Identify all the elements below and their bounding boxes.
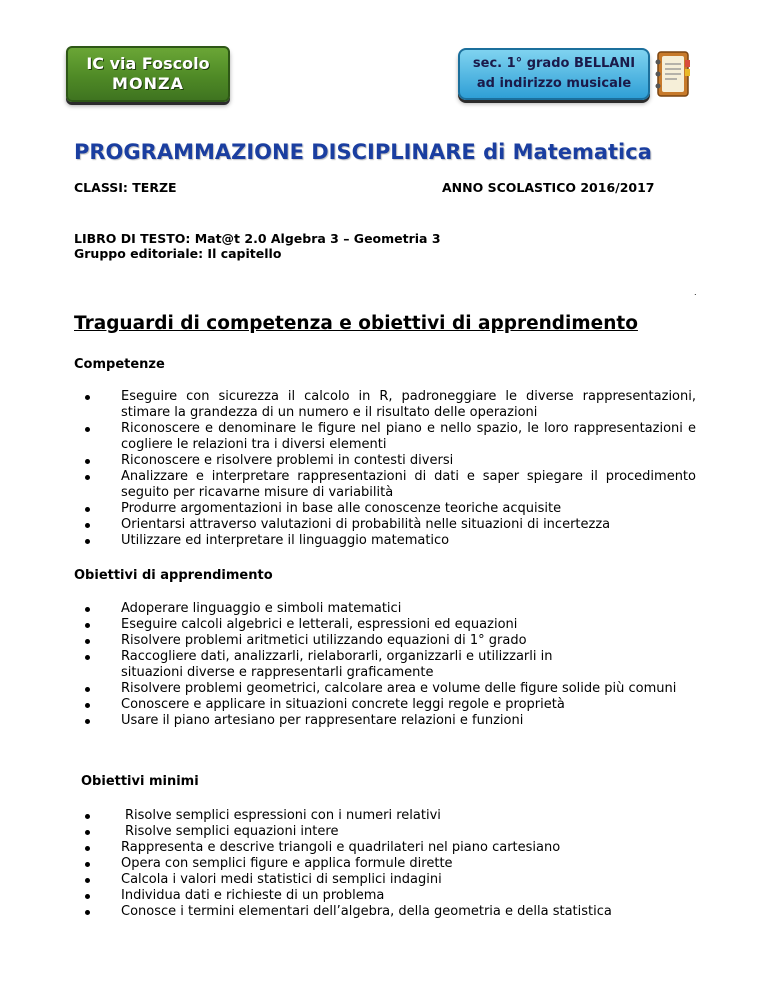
- traguardi-heading: Traguardi di competenza e obiettivi di apprendimento: [74, 313, 638, 334]
- competenze-heading: Competenze: [74, 357, 165, 372]
- school-logo-monza: [66, 46, 230, 102]
- list-item: Riconoscere e denominare le figure nel piano e nello spazio, le loro rappresentazioni e cogliere le relazioni tra i diversi elementi: [84, 421, 696, 453]
- list-item: Eseguire calcoli algebrici e letterali, espressioni ed equazioni: [84, 617, 696, 633]
- competenze-list: [84, 389, 696, 549]
- list-item: Riconoscere e risolvere problemi in contesti diversi: [84, 453, 696, 469]
- list-item: Raccogliere dati, analizzarli, rielaborarli, organizzarli e utilizzarli in situazioni diverse e rappresentarli graficamente: [84, 649, 561, 681]
- list-item: Adoperare linguaggio e simboli matematici: [84, 601, 696, 617]
- page-title: PROGRAMMAZIONE DISCIPLINARE di Matematica: [74, 140, 652, 164]
- logo-left-line1: IC via Foscolo: [86, 54, 210, 73]
- logo-right-line1: sec. 1° grado BELLANI: [472, 56, 636, 71]
- list-item: Conoscere e applicare in situazioni concrete leggi regole e proprietà: [84, 697, 696, 713]
- list-item: Risolvere problemi aritmetici utilizzando equazioni di 1° grado: [84, 633, 696, 649]
- list-item: Utilizzare ed interpretare il linguaggio matematico: [84, 533, 696, 549]
- obiettivi-heading: Obiettivi di apprendimento: [74, 568, 273, 583]
- list-item: Rappresenta e descrive triangoli e quadrilateri nel piano cartesiano: [84, 840, 696, 856]
- minimi-list: [84, 808, 696, 920]
- textbook-info: [74, 231, 441, 261]
- list-item: Analizzare e interpretare rappresentazioni di dati e saper spiegare il procedimento seguito per ricavarne misure di variabilità: [84, 469, 696, 501]
- minimi-heading: Obiettivi minimi: [81, 774, 199, 789]
- list-item: Produrre argomentazioni in base alle conoscenze teoriche acquisite: [84, 501, 696, 517]
- list-item: Opera con semplici figure e applica formule dirette: [84, 856, 696, 872]
- list-item: Eseguire con sicurezza il calcolo in R, padroneggiare le diverse rappresentazioni, stimare la grandezza di un numero e il risultato delle operazioni: [84, 389, 696, 421]
- list-item: Risolve semplici equazioni intere: [84, 824, 696, 840]
- textbook-title: LIBRO DI TESTO: Mat@t 2.0 Algebra 3 – Geometria 3: [74, 231, 441, 246]
- obiettivi-list: [84, 601, 696, 729]
- publisher-info: Gruppo editoriale: Il capitello: [74, 246, 282, 261]
- classi-label: CLASSI: TERZE: [74, 180, 177, 195]
- list-item: Individua dati e richieste di un problema: [84, 888, 696, 904]
- list-item: Usare il piano artesiano per rappresentare relazioni e funzioni: [84, 713, 696, 729]
- list-item: Risolvere problemi geometrici, calcolare area e volume delle figure solide più comuni: [84, 681, 721, 697]
- list-item: Conosce i termini elementari dell’algebra, della geometria e della statistica: [84, 904, 696, 920]
- notebook-icon: [652, 50, 692, 98]
- list-item: Risolve semplici espressioni con i numeri relativi: [84, 808, 696, 824]
- anno-scolastico-label: ANNO SCOLASTICO 2016/2017: [442, 180, 655, 195]
- list-item: Orientarsi attraverso valutazioni di probabilità nelle situazioni di incertezza: [84, 517, 696, 533]
- logo-right-line2: ad indirizzo musicale: [476, 76, 632, 91]
- logo-left-line2: MONZA: [112, 74, 184, 93]
- list-item: Calcola i valori medi statistici di semplici indagini: [84, 872, 696, 888]
- stray-dot: .: [694, 288, 697, 297]
- school-logo-bellani: [458, 48, 650, 100]
